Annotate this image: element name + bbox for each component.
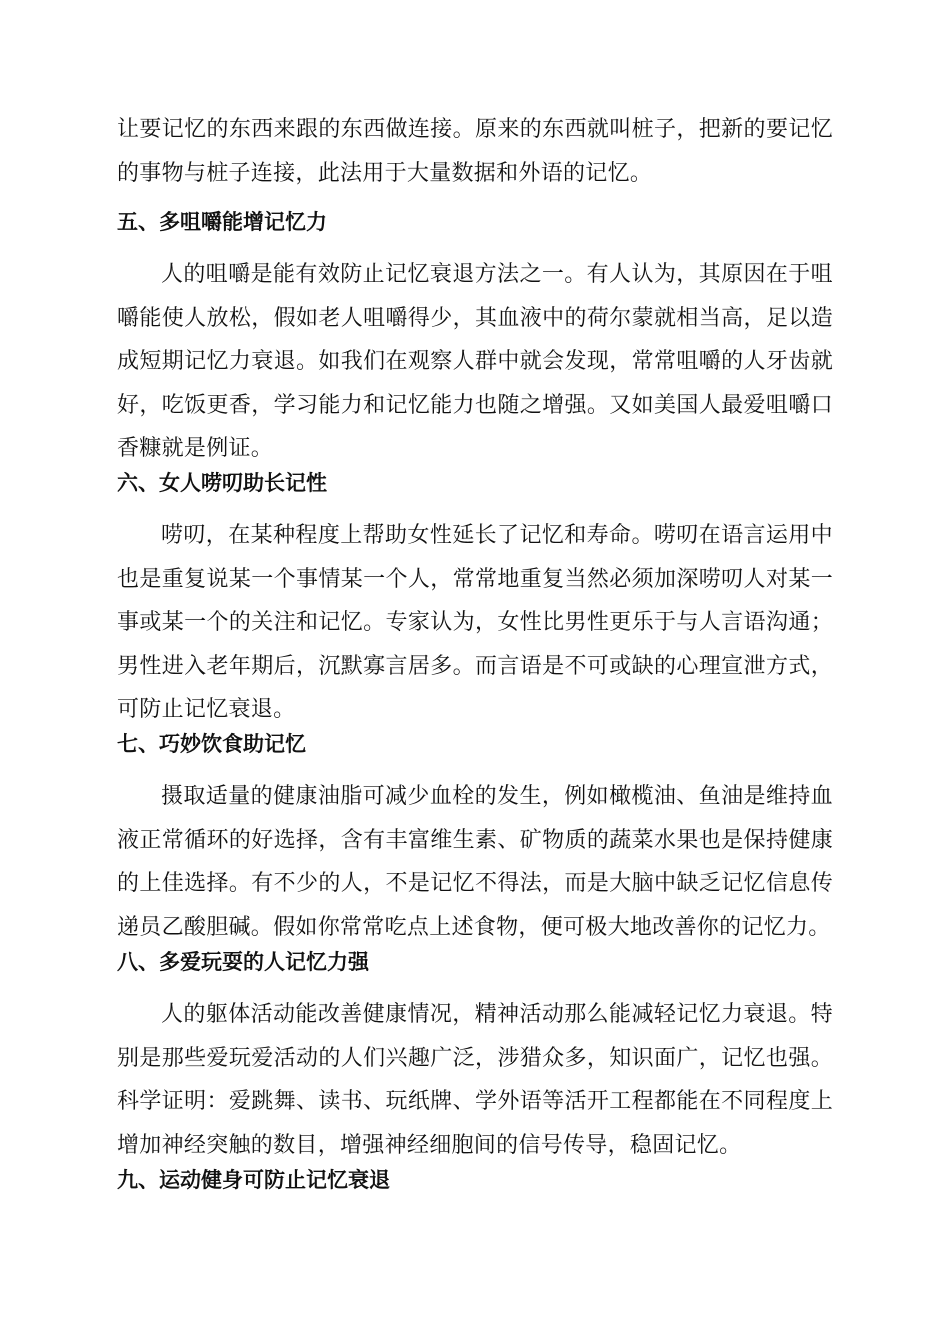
section-heading-7: 七、巧妙饮食助记忆: [117, 732, 306, 756]
section-heading-5: 五、多咀嚼能增记忆力: [117, 210, 327, 234]
section-body-6: 唠叨，在某种程度上帮助女性延长了记忆和寿命。唠叨在语言运用中也是重复说某一个事情某一个人，常常地重复当然必须加深唠叨人对某一事或某一个的关注和记忆。专家认为，女性比男性更乐于与人言语沟通；男性进入老年期后，沉默寡言居多。而言语是不可或缺的心理宣泄方式，可防止记忆衰退。: [117, 523, 833, 723]
section-body-5: 人的咀嚼是能有效防止记忆衰退方法之一。有人认为，其原因在于咀嚼能使人放松，假如老人咀嚼得少，其血液中的荷尔蒙就相当高，足以造成短期记忆力衰退。如我们在观察人群中就会发现，常常咀嚼的人牙齿就好，吃饭更香，学习能力和记忆能力也随之增强。又如美国人最爱咀嚼口香糠就是例证。: [117, 262, 833, 462]
continued-paragraph: 让要记忆的东西来跟的东西做连接。原来的东西就叫桩子，把新的要记忆的事物与桩子连接，此法用于大量数据和外语的记忆。: [117, 117, 833, 186]
section-body-8: 人的躯体活动能改善健康情况，精神活动那么能减轻记忆力衰退。特别是那些爱玩爱活动的人们兴趣广泛，涉猎众多，知识面广，记忆也强。科学证明：爱跳舞、读书、玩纸牌、学外语等活开工程都能在不同程度上增加神经突触的数目，增强神经细胞间的信号传导，稳固记忆。: [117, 1002, 833, 1158]
section-heading-6: 六、女人唠叨助长记性: [117, 471, 327, 495]
section-heading-8: 八、多爱玩耍的人记忆力强: [117, 950, 369, 974]
section-body-7: 摄取适量的健康油脂可减少血栓的发生，例如橄榄油、鱼油是维持血液正常循环的好选择，含有丰富维生素、矿物质的蔬菜水果也是保持健康的上佳选择。有不少的人，不是记忆不得法，而是大脑中缺乏记忆信息传递员乙酸胆碱。假如你常常吃点上述食物，便可极大地改善你的记忆力。: [117, 784, 833, 940]
section-heading-9: 九、运动健身可防止记忆衰退: [117, 1168, 390, 1192]
